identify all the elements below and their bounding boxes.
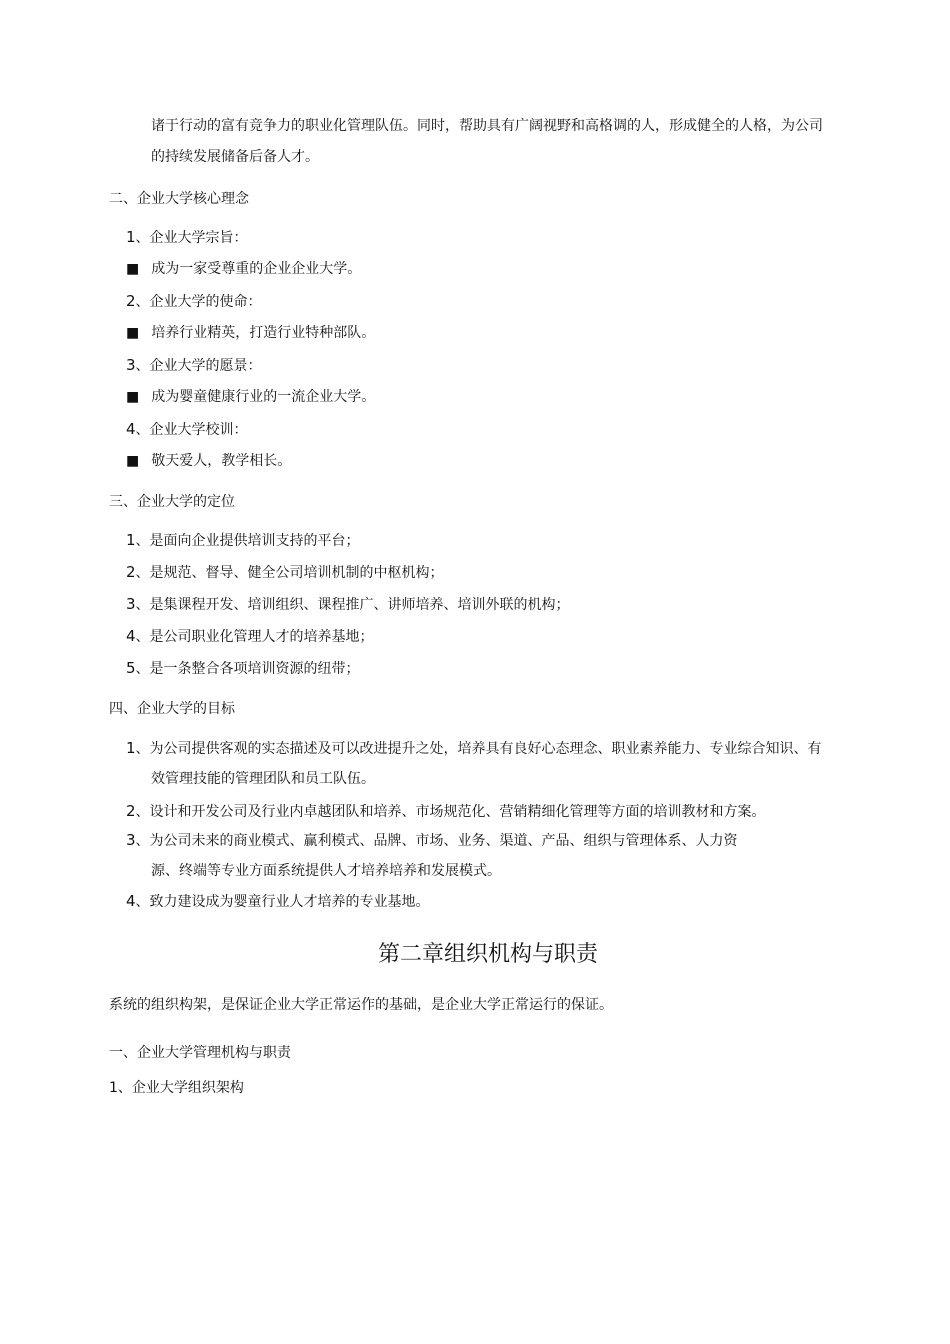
positioning-item [126,595,570,614]
item-number: 3 [126,356,136,374]
item-text: 、致力建设成为婴童行业人才培养的专业基地。 [135,894,430,910]
square-bullet-icon: ■ [126,389,140,405]
intro-line-1: 诸于行动的富有竞争力的职业化管理队伍。同时，帮助具有广阔视野和高格调的人，形成健全的人格，为公司 [151,118,823,134]
bullet-text: 敬天爱人，教学相长。 [151,453,292,469]
goal-item [126,892,430,911]
positioning-item [126,627,374,646]
subsection-heading-org-structure: 1、企业大学组织架构 [109,1080,244,1096]
core-concept-item [126,356,262,375]
section-heading-management: 一、企业大学管理机构与职责 [109,1045,291,1061]
section-heading-positioning: 三、企业大学的定位 [109,494,235,510]
core-concept-item [126,420,248,439]
item-number: 2 [126,563,136,581]
item-number: 4 [126,420,136,438]
item-number: 1 [126,531,136,549]
core-concept-item [126,292,262,311]
item-text: 、是公司职业化管理人才的培养基地； [135,629,374,645]
goal-item [126,802,766,821]
item-number: 2 [126,802,136,820]
item-number: 1 [126,228,136,246]
intro-line-2: 的持续发展储备后备人才。 [151,149,319,165]
item-text: 、是规范、督导、健全公司培训机制的中枢机构； [135,565,444,581]
chapter-intro: 系统的组织构架，是保证企业大学正常运作的基础，是企业大学正常运行的保证。 [109,997,613,1013]
positioning-item [126,531,360,550]
item-number: 1 [126,739,136,757]
item-text: 、为公司提供客观的实态描述及可以改进提升之处，培养具有良好心态理念、职业素养能力、专业综合知识、有 [135,741,822,757]
item-text: 、设计和开发公司及行业内卓越团队和培养、市场规范化、营销精细化管理等方面的培训教材和方案。 [135,804,766,820]
goal-item-continuation: 源、终端等专业方面系统提供人才培养培养和发展模式。 [151,863,501,879]
item-number: 5 [126,659,136,677]
bullet-text: 成为婴童健康行业的一流企业大学。 [151,389,376,405]
section-heading-goals: 四、企业大学的目标 [109,701,235,717]
chapter-title: 第二章组织机构与职责 [377,942,598,967]
core-concept-bullet [126,388,375,406]
square-bullet-icon: ■ [126,453,140,469]
item-label: 、企业大学宗旨： [135,230,248,246]
core-concept-bullet [126,324,375,342]
item-text: 、是一条整合各项培训资源的纽带； [135,661,360,677]
item-number: 4 [126,892,136,910]
item-text: 、是集课程开发、培训组织、课程推广、讲师培养、培训外联的机构； [135,597,570,613]
square-bullet-icon: ■ [126,261,140,277]
square-bullet-icon: ■ [126,325,140,341]
bullet-text: 成为一家受尊重的企业企业大学。 [151,261,362,277]
positioning-item [126,659,360,678]
item-text: 、为公司未来的商业模式、赢利模式、品牌、市场、业务、渠道、产品、组织与管理体系、人力资 [135,833,738,849]
item-number: 2 [126,292,136,310]
goal-item [126,831,738,850]
item-text: 、是面向企业提供培训支持的平台； [135,533,360,549]
item-label: 、企业大学的使命： [135,294,262,310]
goal-item [126,739,822,758]
core-concept-bullet [126,260,361,278]
item-label: 、企业大学的愿景： [135,358,262,374]
goal-item-continuation: 效管理技能的管理团队和员工队伍。 [151,771,375,787]
item-number: 3 [126,595,136,613]
item-number: 3 [126,831,136,849]
positioning-item [126,563,444,582]
item-label: 、企业大学校训： [135,422,248,438]
core-concept-bullet [126,452,291,470]
item-number: 4 [126,627,136,645]
section-heading-core-concepts: 二、企业大学核心理念 [109,191,249,207]
bullet-text: 培养行业精英，打造行业特种部队。 [151,325,376,341]
core-concept-item [126,228,248,247]
